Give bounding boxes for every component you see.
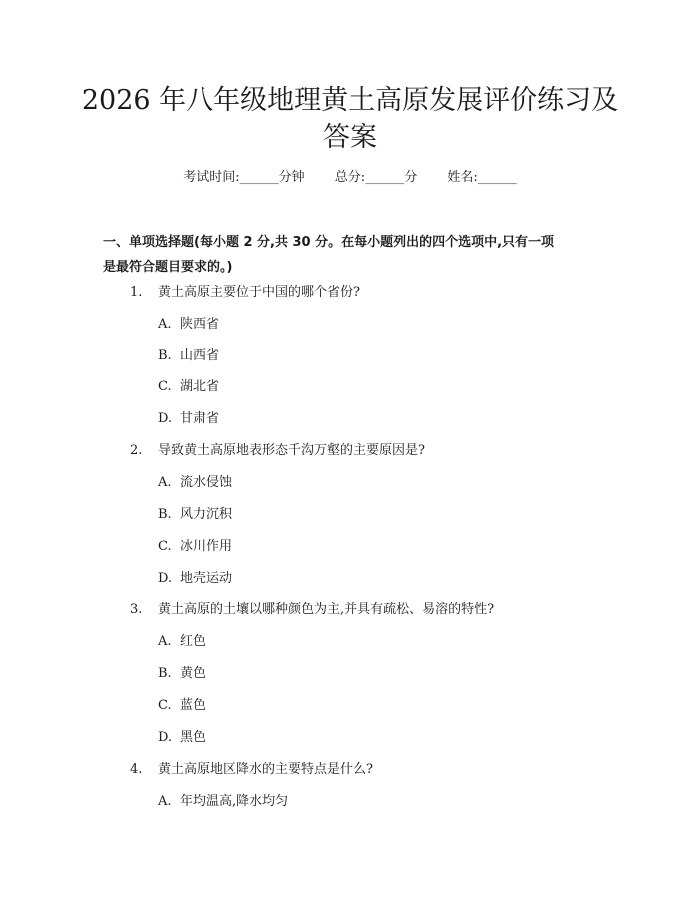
question-text: 黄土高原的土壤以哪种颜色为主,并具有疏松、易溶的特性? <box>158 602 495 617</box>
option-text: 风力沉积 <box>180 507 233 522</box>
option-text: 年均温高,降水均匀 <box>180 794 289 809</box>
option-label: A. <box>158 317 172 332</box>
total-score-field <box>335 168 417 188</box>
option-label: C. <box>158 698 172 713</box>
option-text: 蓝色 <box>180 698 207 713</box>
option-label: D. <box>158 571 173 586</box>
question-4 <box>130 760 373 780</box>
section-heading-line-1: 一、单项选择题(每小题 2 分,共 30 分。在每小题列出的四个选项中,只有一项 <box>103 235 555 250</box>
question-2-option-a <box>158 473 232 493</box>
exam-time-label: 考试时间: <box>183 170 240 185</box>
question-text: 黄土高原主要位于中国的哪个省份? <box>158 285 360 300</box>
section-heading-line-2: 是最符合题目要求的。) <box>103 260 233 275</box>
student-name-label: 姓名: <box>447 170 478 185</box>
option-text: 黑色 <box>180 730 207 745</box>
question-1 <box>130 283 360 303</box>
option-text: 红色 <box>180 634 207 649</box>
option-label: A. <box>158 475 172 490</box>
document-title-line-1: 2026 年八年级地理黄土高原发展评价练习及 <box>81 85 619 116</box>
question-1-option-d <box>158 409 219 429</box>
question-1-option-b <box>158 346 219 366</box>
student-name-field <box>447 168 516 188</box>
option-label: C. <box>158 379 172 394</box>
question-text: 黄土高原地区降水的主要特点是什么? <box>158 762 373 777</box>
question-3-option-a <box>158 632 206 652</box>
option-label: A. <box>158 634 172 649</box>
option-label: B. <box>158 666 172 681</box>
option-text: 流水侵蚀 <box>180 475 233 490</box>
exam-time-field <box>183 168 304 188</box>
question-3-option-c <box>158 696 206 716</box>
exam-info-row <box>0 168 700 188</box>
total-score-blank: ______ <box>365 170 405 185</box>
question-number: 1. <box>130 285 143 300</box>
option-label: C. <box>158 539 172 554</box>
option-text: 冰川作用 <box>180 539 233 554</box>
option-text: 山西省 <box>180 348 220 363</box>
total-score-unit: 分 <box>404 170 418 185</box>
question-2-option-d <box>158 569 232 589</box>
option-label: D. <box>158 411 173 426</box>
option-text: 陕西省 <box>180 317 220 332</box>
question-2-option-b <box>158 505 232 525</box>
question-2-option-c <box>158 537 232 557</box>
question-4-option-a <box>158 792 288 812</box>
option-label: D. <box>158 730 173 745</box>
question-number: 3. <box>130 602 143 617</box>
option-label: A. <box>158 794 172 809</box>
option-text: 黄色 <box>180 666 207 681</box>
question-number: 2. <box>130 443 143 458</box>
question-text: 导致黄土高原地表形态千沟万壑的主要原因是? <box>158 443 425 458</box>
question-2 <box>130 441 425 461</box>
option-label: B. <box>158 348 172 363</box>
question-3-option-b <box>158 664 206 684</box>
question-1-option-a <box>158 315 219 335</box>
option-text: 甘肃省 <box>180 411 220 426</box>
option-text: 地壳运动 <box>180 571 233 586</box>
student-name-blank: ______ <box>477 170 517 185</box>
question-number: 4. <box>130 762 143 777</box>
question-3 <box>130 600 494 620</box>
question-3-option-d <box>158 728 206 748</box>
exam-time-blank: ______ <box>239 170 279 185</box>
total-score-label: 总分: <box>334 170 366 185</box>
question-1-option-c <box>158 377 219 397</box>
document-title-line-2: 答案 <box>323 122 377 153</box>
option-label: B. <box>158 507 172 522</box>
option-text: 湖北省 <box>180 379 220 394</box>
exam-time-unit: 分钟 <box>278 170 305 185</box>
